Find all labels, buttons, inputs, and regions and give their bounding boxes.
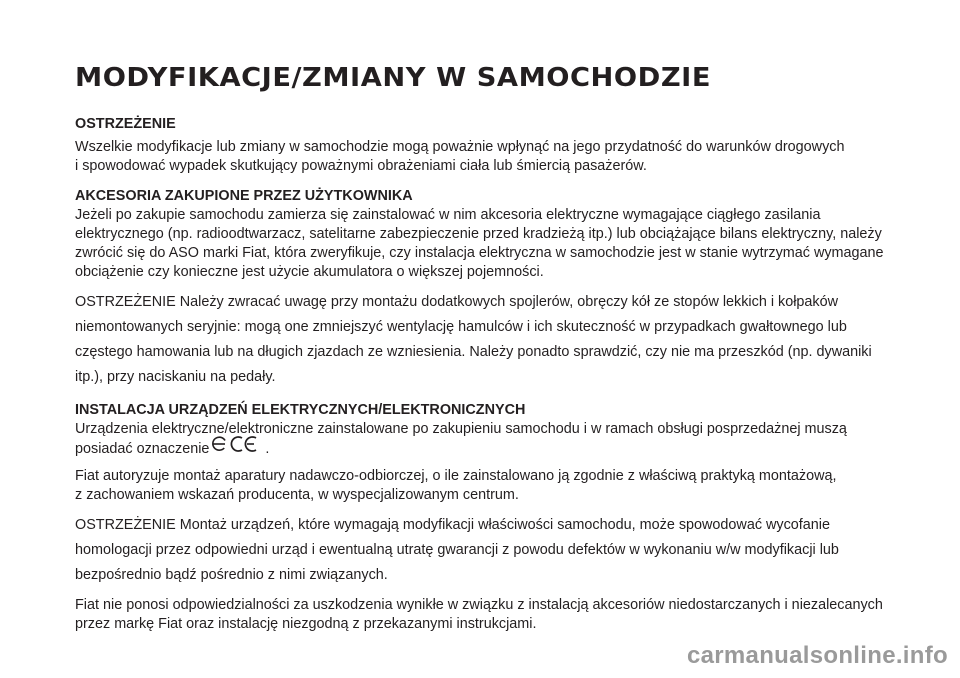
installation-warning-paragraph — [75, 513, 895, 588]
installation-paragraph-1 — [75, 420, 895, 459]
installation-paragraph-4 — [75, 596, 895, 634]
text-fragment: . — [265, 440, 270, 457]
watermark: carmanualsonline.info — [686, 642, 948, 669]
accessories-warning-paragraph — [75, 290, 895, 390]
text-line: itp.), przy naciskaniu na pedały. — [75, 369, 276, 385]
text-line: elektrycznego (np. radioodtwarzacz, satelitarne zabezpieczenie przed kradzieżą itp.) lub obciążające bilans elektryczny, należy — [75, 226, 882, 242]
accessories-paragraph-1 — [75, 206, 895, 282]
text-line: i spowodować wypadek skutkujący poważnymi obrażeniami ciała lub śmiercią pasażerów. — [75, 158, 647, 174]
text-line: z zachowaniem wskazań producenta, w wyspecjalizowanym centrum. — [75, 487, 519, 503]
text-line: zwrócić się do ASO marki Fiat, która zweryfikuje, czy instalacja elektryczna w samochodzie jest w stanie wytrzymać wymagane — [75, 245, 884, 261]
text-line: niemontowanych seryjnie: mogą one zmniejszyć wentylację hamulców i ich skuteczność w przypadkach gwałtownego lub — [75, 319, 847, 335]
text-line: Urządzenia elektryczne/elektroniczne zainstalowane po zakupieniu samochodu i w ramach obsługi posprzedażnej muszą — [75, 421, 847, 437]
text-line: Fiat nie ponosi odpowiedzialności za uszkodzenia wynikłe w związku z instalacją akcesoriów niedostarczanych i niezalecanych — [75, 597, 883, 613]
installation-paragraph-2 — [75, 467, 895, 505]
text-line: częstego hamowania lub na długich zjazdach ze wzniesienia. Należy ponadto sprawdzić, czy nie ma przeszkód (np. dywaniki — [75, 344, 872, 360]
ce-mark-icon — [211, 435, 261, 459]
text-line: Fiat autoryzuje montaż aparatury nadawczo-odbiorczej, o ile zainstalowano ją zgodnie z właściwą praktyką montażową, — [75, 468, 837, 484]
text-line-with-mark — [75, 439, 895, 459]
text-line: Wszelkie modyfikacje lub zmiany w samochodzie mogą poważnie wpłynąć na jego przydatność do warunków drogowych — [75, 139, 845, 155]
text-line: obciążenie czy konieczne jest użycie akumulatora o większej pojemności. — [75, 264, 544, 280]
text-line: homologacji przez odpowiedni urząd i ewentualną utratę gwarancji z powodu defektów w wykonaniu w/w modyfikacji lub — [75, 542, 839, 558]
text-line: OSTRZEŻENIE Należy zwracać uwagę przy montażu dodatkowych spojlerów, obręczy kół ze stopów lekkich i kołpaków — [75, 294, 839, 310]
text-line: przez markę Fiat oraz instalację niezgodną z przekazanymi instrukcjami. — [75, 616, 537, 632]
document-page — [75, 58, 895, 634]
warning-text — [75, 138, 895, 176]
text-line: OSTRZEŻENIE Montaż urządzeń, które wymagają modyfikacji właściwości samochodu, może spowodować wycofanie — [75, 517, 831, 533]
installation-heading: INSTALACJA URZĄDZEŃ ELEKTRYCZNYCH/ELEKTRONICZNYCH — [75, 402, 526, 418]
text-line: Jeżeli po zakupie samochodu zamierza się zainstalować w nim akcesoria elektryczne wymagające ciągłego zasilania — [75, 207, 821, 223]
text-line: bezpośrednio bądź pośrednio z nimi związanych. — [75, 567, 388, 583]
accessories-heading: AKCESORIA ZAKUPIONE PRZEZ UŻYTKOWNIKA — [75, 188, 413, 204]
warning-heading: OSTRZEŻENIE — [75, 116, 176, 132]
text-fragment: posiadać oznaczenie — [75, 440, 210, 457]
page-title: MODYFIKACJE/ZMIANY W SAMOCHODZIE — [75, 63, 712, 93]
